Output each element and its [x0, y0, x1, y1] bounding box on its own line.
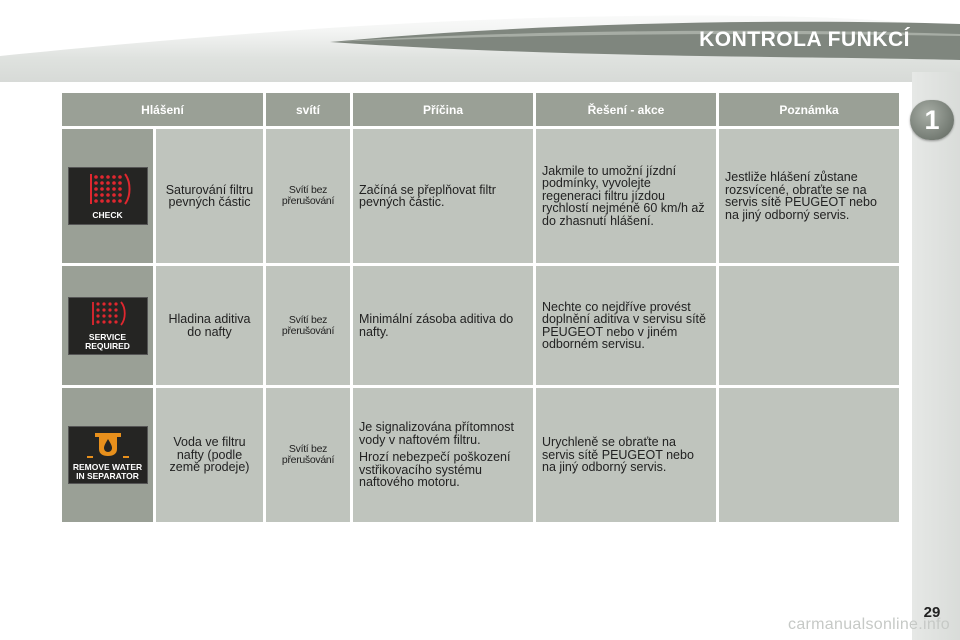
column-header-note: Poznámka [719, 93, 899, 126]
icon-cell [62, 129, 153, 263]
chapter-tab[interactable]: 1 [910, 100, 954, 140]
column-header-message: Hlášení [62, 93, 263, 126]
cause-text: Je signalizována přítomnost vody v naftovém filtru. [359, 420, 514, 447]
page-title: KONTROLA FUNKCÍ [699, 28, 910, 51]
cause-text: Minimální zásoba aditiva do nafty. [353, 266, 533, 385]
table-row [62, 266, 899, 385]
warning-table [59, 90, 902, 525]
lit-status: Svítí bez přerušování [266, 388, 350, 522]
lit-status: Svítí bez přerušování [266, 129, 350, 263]
icon-label: SERVICE REQUIRED [85, 331, 130, 351]
page-number: 29 [923, 604, 941, 621]
icon-cell [62, 266, 153, 385]
message-name: Saturování filtru pevných částic [156, 129, 263, 263]
cause-text: Začíná se přeplňovat filtr pevných částic. [353, 129, 533, 263]
message-name: Voda ve filtru nafty (podle země prodeje) [156, 388, 263, 522]
note-text [719, 388, 899, 522]
column-header-cause: Příčina [353, 93, 533, 126]
table-row [62, 388, 899, 522]
column-header-action: Řešení - akce [536, 93, 716, 126]
action-text: Nechte co nejdříve provést doplnění aditiva v servisu sítě PEUGEOT nebo v jiném odborném servisu. [536, 266, 716, 385]
icon-label: REMOVE WATER IN SEPARATOR [72, 462, 143, 481]
watermark[interactable]: carmanualsonline.info [788, 616, 950, 633]
dpf-service-icon [68, 297, 148, 355]
cause-extra-text: Hrozí nebezpečí poškození vstřikovacího systému naftového motoru. [359, 450, 511, 490]
column-header-lit: svítí [266, 93, 350, 126]
side-strip [912, 72, 960, 640]
note-text [719, 266, 899, 385]
note-text: Jestliže hlášení zůstane rozsvícené, obraťte se na servis sítě PEUGEOT nebo na jiný odborný servis. [719, 129, 899, 263]
action-text: Urychleně se obraťte na servis sítě PEUGEOT nebo na jiný odborný servis. [536, 388, 716, 522]
table-row [62, 129, 899, 263]
cause-cell [353, 388, 533, 522]
dpf-warning-icon [68, 167, 148, 225]
icon-cell [62, 388, 153, 522]
table-header-row [62, 93, 899, 126]
water-in-fuel-icon [68, 426, 148, 484]
icon-label: CHECK [92, 210, 123, 220]
action-text: Jakmile to umožní jízdní podmínky, vyvolejte regeneraci filtru jízdou rychlostí nejméně 60 km/h až do zhasnutí hlášení. [536, 129, 716, 263]
lit-status: Svítí bez přerušování [266, 266, 350, 385]
message-name: Hladina aditiva do nafty [156, 266, 263, 385]
